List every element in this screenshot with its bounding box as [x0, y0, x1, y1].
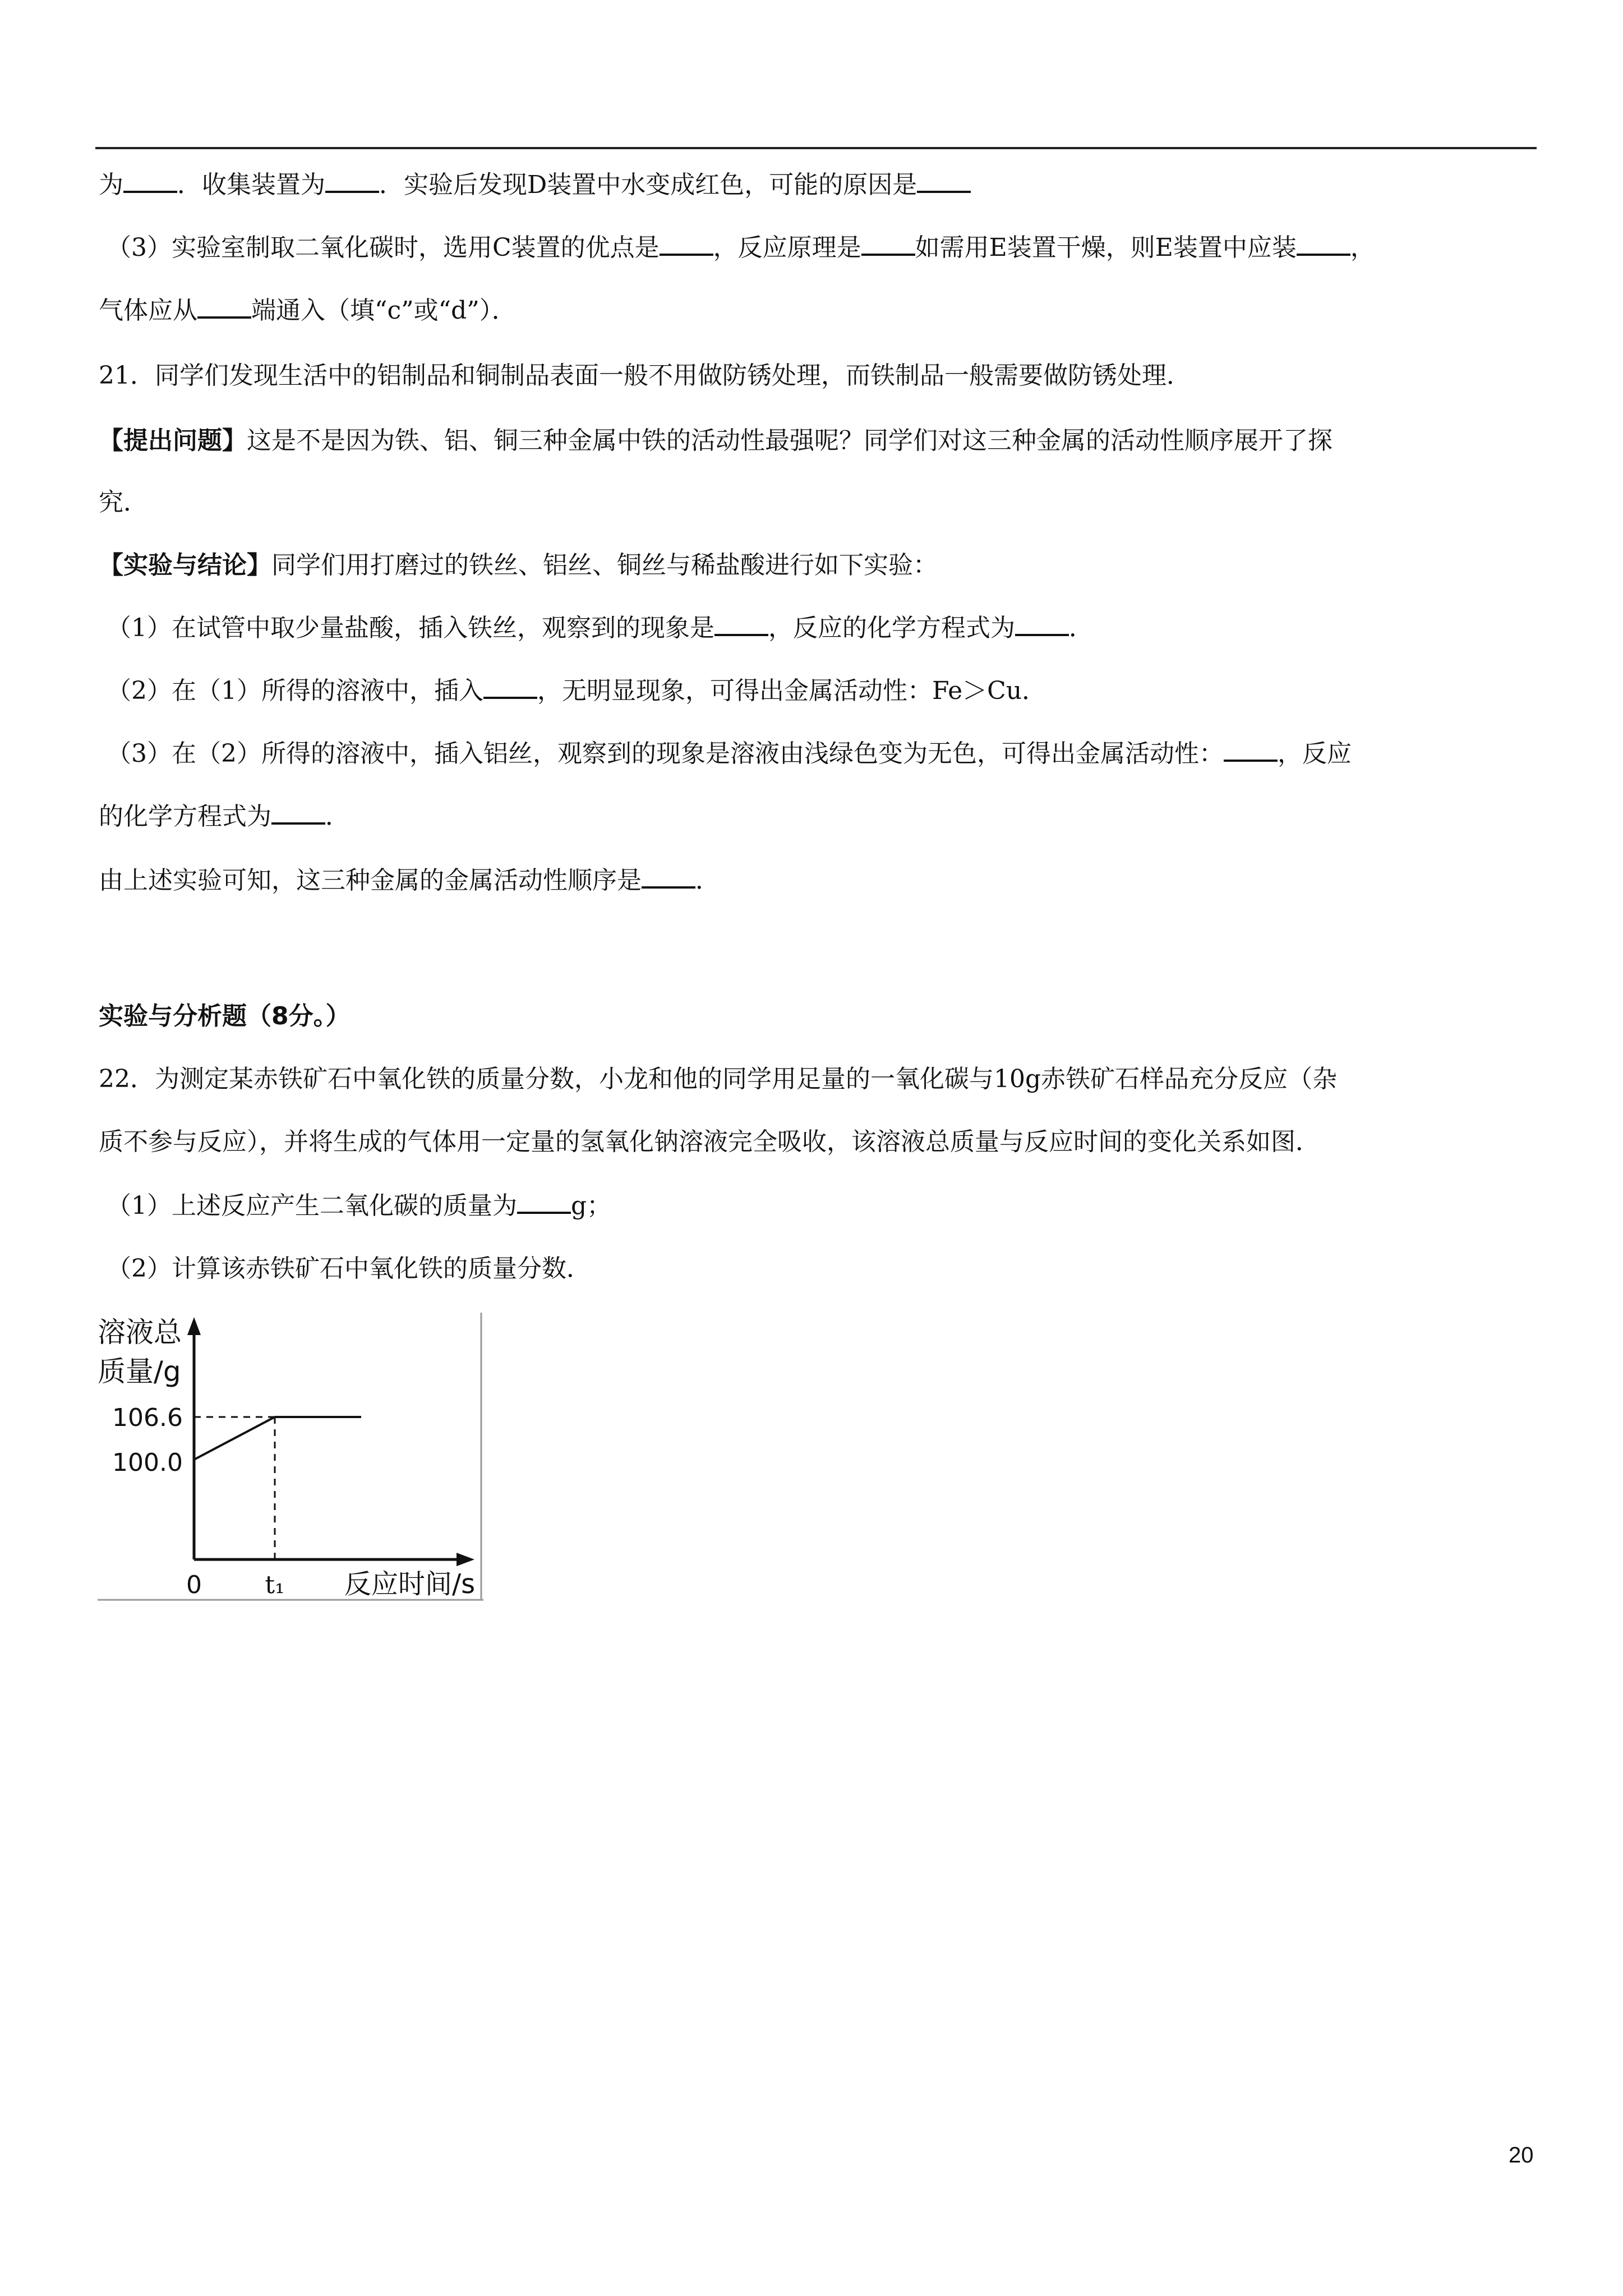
answer-blank[interactable]	[1015, 611, 1069, 636]
q22-line-2: 质不参与反应），并将生成的气体用一定量的氢氧化钠溶液完全吸收，该溶液总质量与反应时间的变化关系如图．	[99, 1128, 1320, 1156]
q20-line-2	[107, 231, 1375, 265]
q21-step-1	[107, 611, 1094, 645]
text: ，	[1350, 233, 1375, 262]
text: 的化学方程式为	[99, 802, 271, 831]
answer-blank[interactable]	[917, 168, 971, 193]
answer-blank[interactable]	[483, 674, 537, 699]
answer-blank[interactable]	[1224, 737, 1278, 762]
x-axis-label: 反应时间/s	[344, 1568, 476, 1600]
text: （3）在（2）所得的溶液中，插入铝丝，观察到的现象是溶液由浅绿色变为无色，可得出金属活动性：	[107, 739, 1224, 768]
header-rule	[95, 147, 1537, 149]
y-axis-arrow	[187, 1317, 201, 1335]
text: 这是不是因为铁、铝、铜三种金属中铁的活动性最强呢？同学们对这三种金属的活动性顺序展开了探	[247, 426, 1332, 455]
text: 端通入（填“c”或“d”）．	[251, 296, 517, 325]
x-axis-arrow	[457, 1553, 474, 1566]
mass-time-graph	[98, 1313, 485, 1604]
y-tick-label: 100.0	[112, 1448, 183, 1477]
text: ．	[1069, 614, 1094, 642]
q21-step-3-cont	[99, 800, 350, 834]
text: 由上述实验可知，这三种金属的金属活动性顺序是	[99, 866, 642, 895]
page-number: 20	[1509, 2143, 1534, 2168]
q22-part-2: （2）计算该赤铁矿石中氧化铁的质量分数．	[107, 1254, 591, 1283]
y-axis-label-line-2: 质量/g	[98, 1355, 181, 1388]
text: ，反应	[1277, 739, 1352, 768]
text: ．实验后发现D装置中水变成红色，可能的原因是	[379, 171, 917, 199]
text: 如需用E装置干燥，则E装置中应装	[915, 233, 1297, 262]
text: （2）在（1）所得的溶液中，插入	[107, 677, 483, 705]
q21-raise-question	[99, 424, 1332, 458]
answer-blank[interactable]	[642, 864, 695, 889]
answer-blank[interactable]	[861, 231, 915, 256]
x-tick-label: t₁	[265, 1571, 285, 1599]
answer-blank[interactable]	[714, 611, 768, 636]
section-tag: 【实验与结论】	[99, 551, 271, 579]
q21-step-3	[107, 737, 1352, 771]
y-tick-label: 106.6	[112, 1404, 183, 1432]
text: 气体应从	[99, 296, 197, 325]
rising-segment	[194, 1417, 275, 1460]
text: （1）上述反应产生二氧化碳的质量为	[107, 1191, 517, 1220]
text: ，反应原理是	[713, 233, 861, 262]
q21-raise-question-cont: 究．	[99, 488, 148, 517]
section-tag: 【提出问题】	[99, 426, 247, 455]
text: ，反应的化学方程式为	[768, 614, 1015, 642]
q21-step-2	[107, 674, 1046, 708]
answer-blank[interactable]	[1297, 231, 1350, 256]
q20-line-3	[99, 294, 517, 328]
y-axis-label-line-1: 溶液总	[98, 1316, 182, 1349]
graph-svg	[98, 1313, 485, 1604]
text: （3）实验室制取二氧化碳时，选用C装置的优点是	[107, 233, 660, 262]
text: ，无明显现象，可得出金属活动性：Fe＞Cu．	[537, 677, 1047, 705]
section-heading: 实验与分析题（8分。）	[99, 1002, 351, 1030]
answer-blank[interactable]	[325, 168, 379, 193]
text: ．	[695, 866, 720, 895]
q21-intro: 21．同学们发现生活中的铝制品和铜制品表面一般不用做防锈处理，而铁制品一般需要做防锈处理．	[99, 361, 1191, 390]
text: ．收集装置为	[177, 171, 325, 199]
q22-line-1: 22．为测定某赤铁矿石中氧化铁的质量分数，小龙和他的同学用足量的一氧化碳与10g赤铁矿石样品充分反应（杂	[99, 1065, 1338, 1093]
answer-blank[interactable]	[197, 294, 251, 319]
text: g；	[571, 1191, 612, 1220]
answer-blank[interactable]	[123, 168, 177, 193]
q20-line-1	[99, 168, 971, 202]
answer-blank[interactable]	[660, 231, 713, 256]
q21-experiment	[99, 549, 938, 582]
text: ．	[325, 802, 350, 831]
text: 为	[99, 171, 123, 199]
q21-conclusion	[99, 864, 720, 898]
q22-part-1	[107, 1189, 611, 1223]
text: （1）在试管中取少量盐酸，插入铁丝，观察到的现象是	[107, 614, 714, 642]
x-tick-label: 0	[186, 1571, 202, 1599]
answer-blank[interactable]	[517, 1189, 571, 1214]
answer-blank[interactable]	[271, 800, 325, 825]
text: 同学们用打磨过的铁丝、铝丝、铜丝与稀盐酸进行如下实验：	[271, 551, 938, 579]
